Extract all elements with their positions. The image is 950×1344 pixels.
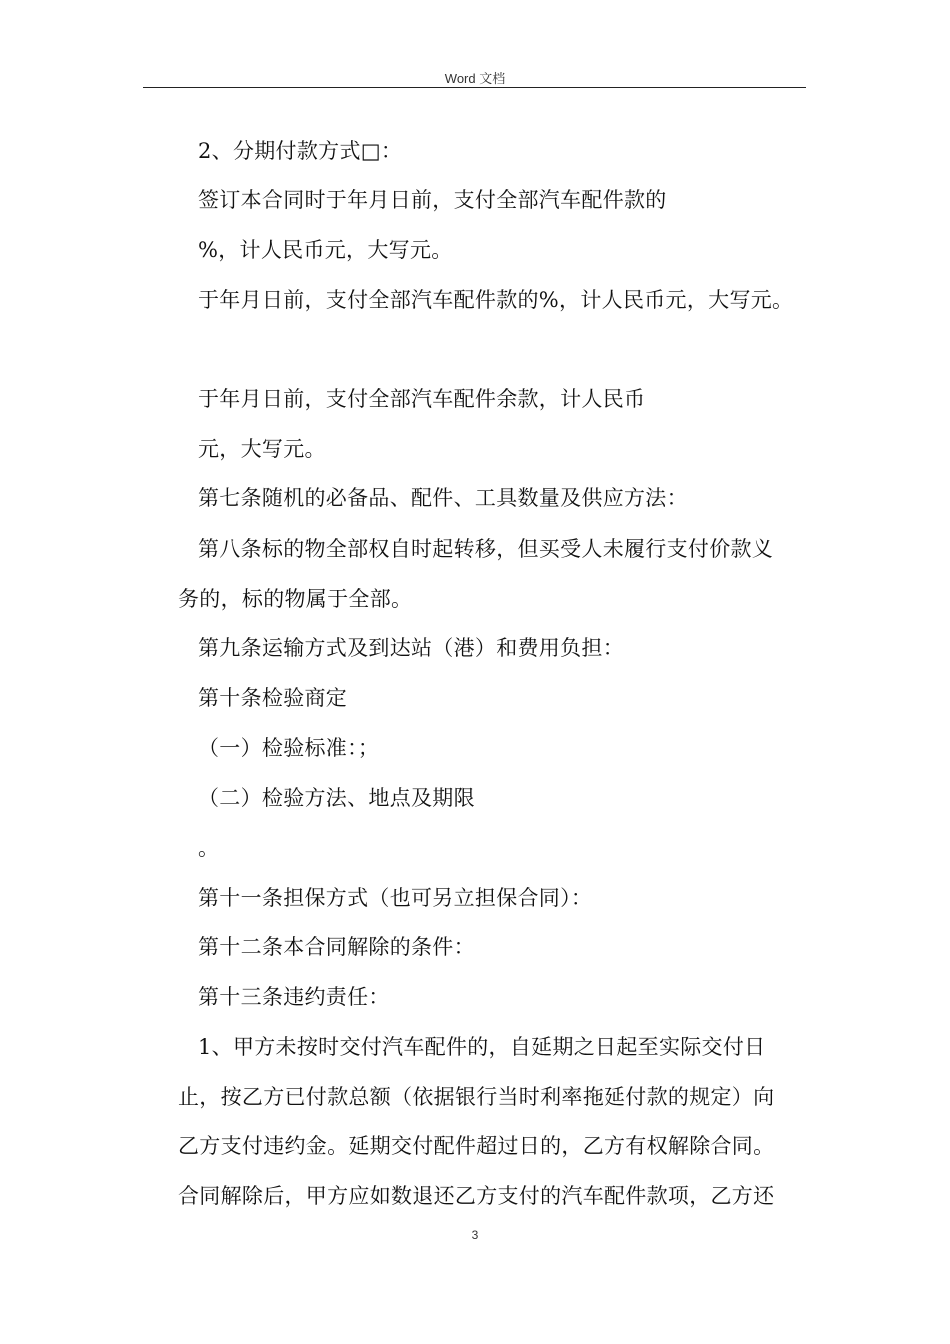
header-divider xyxy=(143,87,806,88)
paragraph-line: 务的，标的物属于全部。 xyxy=(178,587,413,611)
page-header-title: Word 文档 xyxy=(444,71,506,86)
paragraph-line: 止，按乙方已付款总额（依据银行当时利率拖延付款的规定）向 xyxy=(178,1085,775,1109)
paragraph-line: 于年月日前，支付全部汽车配件余款，计人民币 xyxy=(198,387,646,411)
paragraph-line: 2、分期付款方式□： xyxy=(198,139,403,163)
paragraph-line: 签订本合同时于年月日前，支付全部汽车配件款的 xyxy=(198,188,667,212)
paragraph-line: 1、甲方未按时交付汽车配件的，自延期之日起至实际交付日 xyxy=(198,1035,766,1059)
paragraph-line: 第七条随机的必备品、配件、工具数量及供应方法： xyxy=(198,486,688,510)
paragraph-line: 。 xyxy=(198,836,220,860)
paragraph-line: 于年月日前，支付全部汽车配件款的%，计人民币元，大写元。 xyxy=(198,288,794,312)
paragraph-line: 第八条标的物全部权自时起转移，但买受人未履行支付价款义 xyxy=(198,537,774,561)
page-number: 3 xyxy=(471,1228,479,1242)
paragraph-line: （一）检验标准：； xyxy=(198,736,380,760)
paragraph-line: 第十二条本合同解除的条件： xyxy=(198,935,475,959)
paragraph-line: 第十一条担保方式（也可另立担保合同）： xyxy=(198,886,593,910)
paragraph-line: 第十条检验商定 xyxy=(198,686,348,710)
paragraph-line: 元，大写元。 xyxy=(198,437,326,461)
paragraph-line: 第九条运输方式及到达站（港）和费用负担： xyxy=(198,636,624,660)
paragraph-line: （二）检验方法、地点及期限 xyxy=(198,786,475,810)
paragraph-line: 合同解除后，甲方应如数退还乙方支付的汽车配件款项，乙方还 xyxy=(178,1184,775,1208)
paragraph-line: 第十三条违约责任： xyxy=(198,985,390,1009)
paragraph-line: %，计人民币元，大写元。 xyxy=(198,238,453,262)
paragraph-line: 乙方支付违约金。延期交付配件超过日的，乙方有权解除合同。 xyxy=(178,1134,775,1158)
